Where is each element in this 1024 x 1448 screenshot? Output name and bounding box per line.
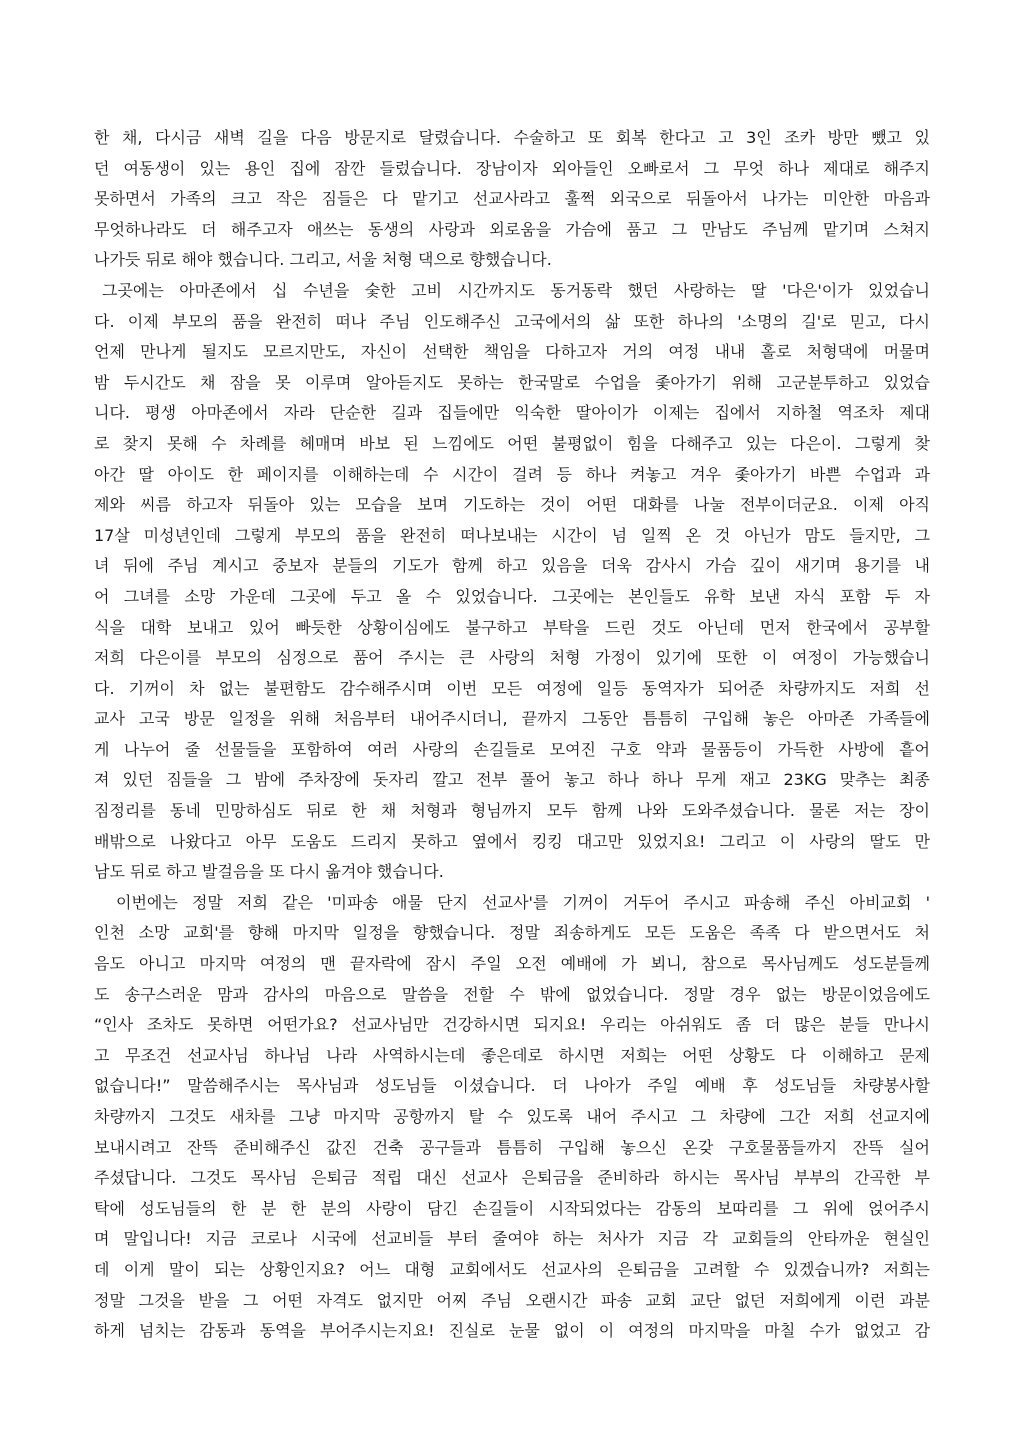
- text-line: 어 그녀를 소망 가운데 그곳에 두고 올 수 있었습니다. 그곳에는 본인들도 유학 보낸 자식 포함 두 자: [94, 586, 930, 606]
- text-line: 식을 대학 보내고 있어 빠듯한 상황이심에도 불구하고 부탁을 드린 것도 아닌데 먼저 한국에서 공부할: [94, 617, 930, 637]
- text-line: 제와 씨름 하고자 뒤돌아 있는 모습을 보며 기도하는 것이 어떤 대화를 나눌 전부이더군요. 이제 아직: [94, 495, 930, 515]
- text-line: 못하면서 가족의 크고 작은 짐들은 다 맡기고 선교사라고 훌쩍 외국으로 뒤돌아서 나가는 미안한 마음과: [94, 189, 930, 209]
- text-line: 음도 아니고 마지막 여정의 맨 끝자락에 잠시 주일 오전 예배에 가 뵈니, 참으로 목사님께도 성도분들께: [94, 954, 930, 974]
- text-line: 게 나누어 줄 선물들을 포함하여 여러 사랑의 손길들로 모여진 구호 약과 물품등이 가득한 사방에 흩어: [94, 739, 930, 759]
- paragraph-end-line: 남도 뒤로 하고 발걸음을 또 다시 옮겨야 했습니다.: [94, 862, 444, 882]
- text-line: 인천 소망 교회'를 향해 마지막 일정을 향했습니다. 정말 죄송하게도 모든 도움은 족족 다 받으면서도 처: [94, 923, 930, 943]
- text-line: 다. 이제 부모의 품을 완전히 떠나 주님 인도해주신 고국에서의 삶 또한 하나의 '소명의 길'로 믿고, 다시: [94, 311, 930, 331]
- text-line: 니다. 평생 아마존에서 자라 단순한 길과 집들에만 익숙한 딸아이가 이제는 집에서 지하철 역조차 제대: [94, 403, 930, 423]
- text-line: 짐정리를 동네 민망하심도 뒤로 한 채 처형과 형님까지 모두 함께 나와 도와주셨습니다. 물론 저는 장이: [94, 801, 930, 821]
- text-line: 도 송구스러운 맘과 감사의 마음으로 말씀을 전할 수 밖에 없었습니다. 정말 경우 없는 방문이었음에도: [94, 984, 930, 1004]
- text-line: 한 채, 다시금 새벽 길을 다음 방문지로 달렸습니다. 수술하고 또 회복 한다고 고 3인 조카 방만 뺐고 있: [94, 128, 930, 147]
- text-line: 데 이게 말이 되는 상황인지요? 어느 대형 교회에서도 선교사의 은퇴금을 고려할 수 있겠습니까? 저희는: [94, 1259, 930, 1279]
- paragraph-end-line: 나가듯 뒤로 해야 했습니다. 그리고, 서울 처형 댁으로 향했습니다.: [94, 250, 552, 270]
- text-line: 배밖으로 나왔다고 아무 도움도 드리지 못하고 옆에서 킹킹 대고만 있었지요! 그리고 이 사랑의 딸도 만: [94, 831, 930, 851]
- text-line: 져 있던 짐들을 그 밤에 주차장에 돗자리 깔고 전부 풀어 놓고 하나 하나 무게 재고 23KG 맞추는 최종: [94, 770, 930, 790]
- text-line: 언제 만나게 될지도 모르지만도, 자신이 선택한 책임을 다하고자 거의 여정 내내 홀로 처형댁에 머물며: [94, 342, 930, 362]
- text-line: 무엇하나라도 더 해주고자 애쓰는 동생의 사랑과 외로움을 가슴에 품고 그 만남도 주님께 맡기며 스쳐지: [94, 219, 930, 239]
- text-line: 탁에 성도님들의 한 분 한 분의 사랑이 담긴 손길들이 시작되었다는 감동의 보따리를 그 위에 얹어주시: [94, 1198, 930, 1218]
- text-line: “인사 조차도 못하면 어떤가요? 선교사님만 건강하시면 되지요! 우리는 아쉬워도 좀 더 많은 분들 만나시: [94, 1015, 930, 1035]
- text-line: 로 찾지 못해 수 차례를 헤매며 바보 된 느낌에도 어떤 불평없이 힘을 다해주고 있는 다은이. 그렇게 찾: [94, 433, 930, 453]
- text-line: 교사 고국 방문 일정을 위해 처음부터 내어주시더니, 끝까지 그동안 틈틈히 구입해 놓은 아마존 가족들에: [94, 709, 930, 729]
- text-line: 다. 기꺼이 차 없는 불편함도 감수해주시며 이번 모든 여정에 일등 동역자가 되어준 차량까지도 저희 선: [94, 678, 930, 698]
- text-line: 아간 딸 아이도 한 페이지를 이해하는데 수 시간이 걸려 등 하나 켜놓고 겨우 좇아가기 바쁜 수업과 과: [94, 464, 930, 484]
- paragraph-start-line: 이번에는 정말 저희 같은 '미파송 애물 단지 선교사'를 기꺼이 거두어 주시고 파송해 주신 아비교회 ': [116, 892, 930, 912]
- text-line: 주셨답니다. 그것도 목사님 은퇴금 적립 대신 선교사 은퇴금을 준비하라 하시는 목사님 부부의 간곡한 부: [94, 1168, 930, 1188]
- text-line: 녀 뒤에 주님 계시고 중보자 분들의 기도가 함께 하고 있음을 더욱 감사시 가슴 깊이 새기며 용기를 내: [94, 556, 930, 576]
- text-line: 차량까지 그것도 새차를 그냥 마지막 공항까지 탈 수 있도록 내어 주시고 그 차량에 그간 저희 선교지에: [94, 1107, 930, 1126]
- text-line: 없습니다!” 말씀해주시는 목사님과 성도님들 이셨습니다. 더 나아가 주일 예배 후 성도님들 차량봉사할: [94, 1076, 930, 1096]
- text-line: 고 무조건 선교사님 하나님 나라 사역하시는데 좋은데로 하시면 저희는 어떤 상황도 다 이해하고 문제: [94, 1045, 930, 1065]
- text-line: 밤 두시간도 채 잠을 못 이루며 알아듣지도 못하는 한국말로 수업을 좇아가기 위해 고군분투하고 있었습: [94, 372, 930, 392]
- text-line: 하게 넘치는 감동과 동역을 부어주시는지요! 진실로 눈물 없이 이 여정의 마지막을 마칠 수가 없었고 감: [94, 1321, 930, 1341]
- body-text: [94, 123, 930, 1347]
- text-line: 보내시려고 잔뜩 준비해주신 값진 건축 공구들과 틈틈히 구입해 놓으신 온갖 구호물품들까지 잔뜩 실어: [94, 1137, 930, 1157]
- paragraph-start-line: 그곳에는 아마존에서 십 수년을 숯한 고비 시간까지도 동거동락 했던 사랑하는 딸 '다은'이가 있었습니: [102, 280, 930, 300]
- text-line: 정말 그것을 받을 그 어떤 자격도 없지만 어찌 주님 오랜시간 파송 교회 교단 없던 저희에게 이런 과분: [94, 1290, 930, 1310]
- text-line: 17살 미성년인데 그렇게 부모의 품을 완전히 떠나보내는 시간이 넘 일찍 온 것 아닌가 맘도 들지만, 그: [94, 525, 930, 545]
- text-line: 저희 다은이를 부모의 심정으로 품어 주시는 큰 사랑의 처형 가정이 있기에 또한 이 여정이 가능했습니: [94, 648, 930, 668]
- text-line: 던 여동생이 있는 용인 집에 잠깐 들렀습니다. 장남이자 외아들인 오빠로서 그 무엇 하나 제대로 해주지: [94, 158, 930, 178]
- text-line: 며 말입니다! 지금 코로나 시국에 선교비들 부터 줄여야 하는 처사가 지금 각 교회들의 안타까운 현실인: [94, 1229, 930, 1249]
